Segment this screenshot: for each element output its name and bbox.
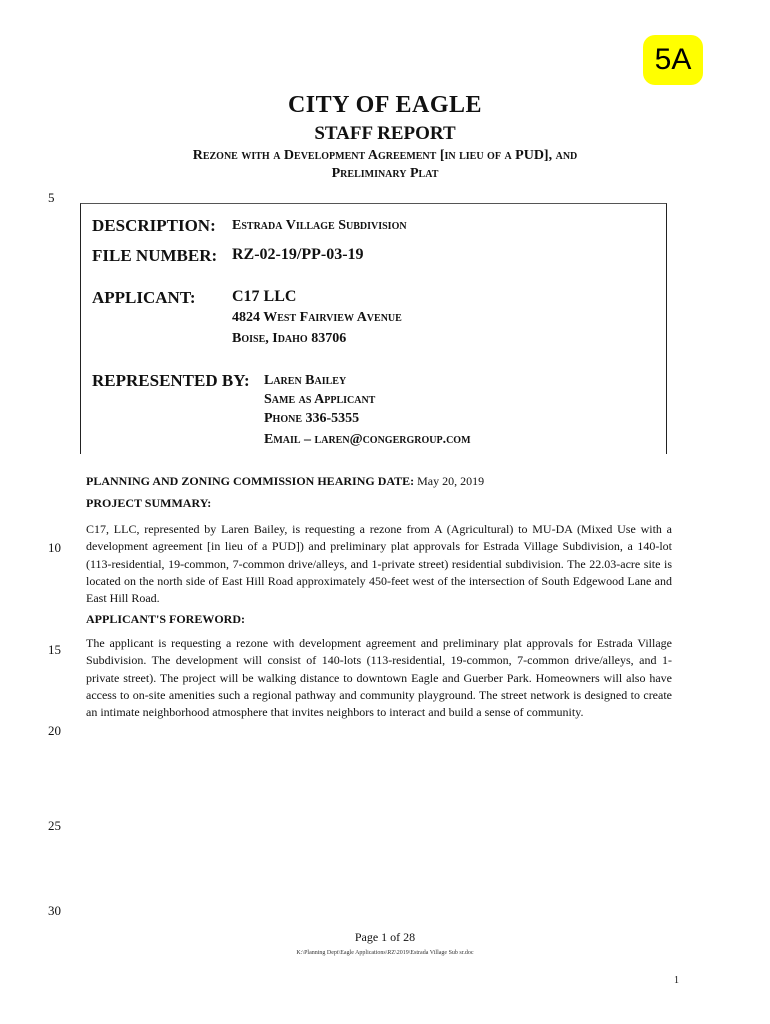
line-number-10: 10 [48, 540, 61, 555]
description-value: Estrada Village Subdivision [232, 218, 407, 233]
applicant-foreword-text: The applicant is requesting a rezone with development agreement and preliminary plat approvals for Estrada Village Subdivision. The development will consist of 140-lots (113-residential, 19-common, 7-common drive/alleys, and 1-private street). The project will be walking distance to downtown Eagle and Guerber Park. Homeowners will also have access to on-site amenities such a regional pathway and community playground. The street network is designed to create an intimate neighborhood atmosphere that invites neighbors to interact and build a sense of community. [86, 636, 672, 720]
report-type-line1: Rezone with a Development Agreement [in lieu of a PUD], and [192, 148, 578, 163]
represented-by-label: REPRESENTED BY: [92, 371, 250, 390]
page-number: 1 [674, 975, 679, 986]
representative-phone: Phone 336-5355 [264, 411, 360, 426]
agenda-item-badge: 5A [643, 35, 703, 85]
report-type-line2: Preliminary Plat [331, 166, 439, 181]
description-label: DESCRIPTION: [92, 216, 216, 235]
line-number-15: 15 [48, 642, 61, 657]
applicant-address-line1: 4824 West Fairview Avenue [232, 310, 402, 325]
hearing-date-label: PLANNING AND ZONING COMMISSION HEARING DATE: [86, 474, 415, 488]
project-info-box [80, 203, 667, 454]
hearing-date-line [86, 474, 484, 489]
file-number-value: RZ-02-19/PP-03-19 [232, 246, 364, 263]
file-path: K:\Planning Dept\Eagle Applications\RZ\2019\Estrada Village Sub sr.doc [296, 950, 474, 956]
applicant-address-line2: Boise, Idaho 83706 [232, 331, 347, 346]
hearing-date-value: May 20, 2019 [417, 474, 485, 488]
project-summary-heading: PROJECT SUMMARY: [86, 496, 212, 510]
representative-name: Laren Bailey [264, 373, 347, 388]
representative-same: Same as Applicant [264, 392, 376, 407]
file-number-label: FILE NUMBER: [92, 246, 218, 265]
representative-email: Email – laren@congergroup.com [264, 432, 471, 447]
line-number-5: 5 [48, 190, 55, 205]
line-number-20: 20 [48, 723, 61, 738]
page-count: Page 1 of 28 [354, 930, 416, 944]
line-number-25: 25 [48, 818, 61, 833]
project-summary-text: C17, LLC, represented by Laren Bailey, is requesting a rezone from A (Agricultural) to MU-DA (Mixed Use with a development agreement [in lieu of a PUD]) and preliminary plat approvals for Estrada Village Subdivision, a 140-lot (113-residential, 19-common, 7-common drive/alleys, and 1-private street) residential subdivision. The 22.03-acre site is located on the north side of East Hill Road approximately 450-feet west of the intersection of South Edgewood Lane and East Hill Road. [86, 522, 672, 606]
line-number-30: 30 [48, 903, 61, 918]
city-title: CITY OF EAGLE [287, 92, 483, 118]
report-title: STAFF REPORT [314, 123, 456, 144]
applicant-foreword-heading: APPLICANT'S FOREWORD: [86, 612, 246, 626]
applicant-name: C17 LLC [232, 288, 297, 305]
applicant-label: APPLICANT: [92, 288, 196, 307]
